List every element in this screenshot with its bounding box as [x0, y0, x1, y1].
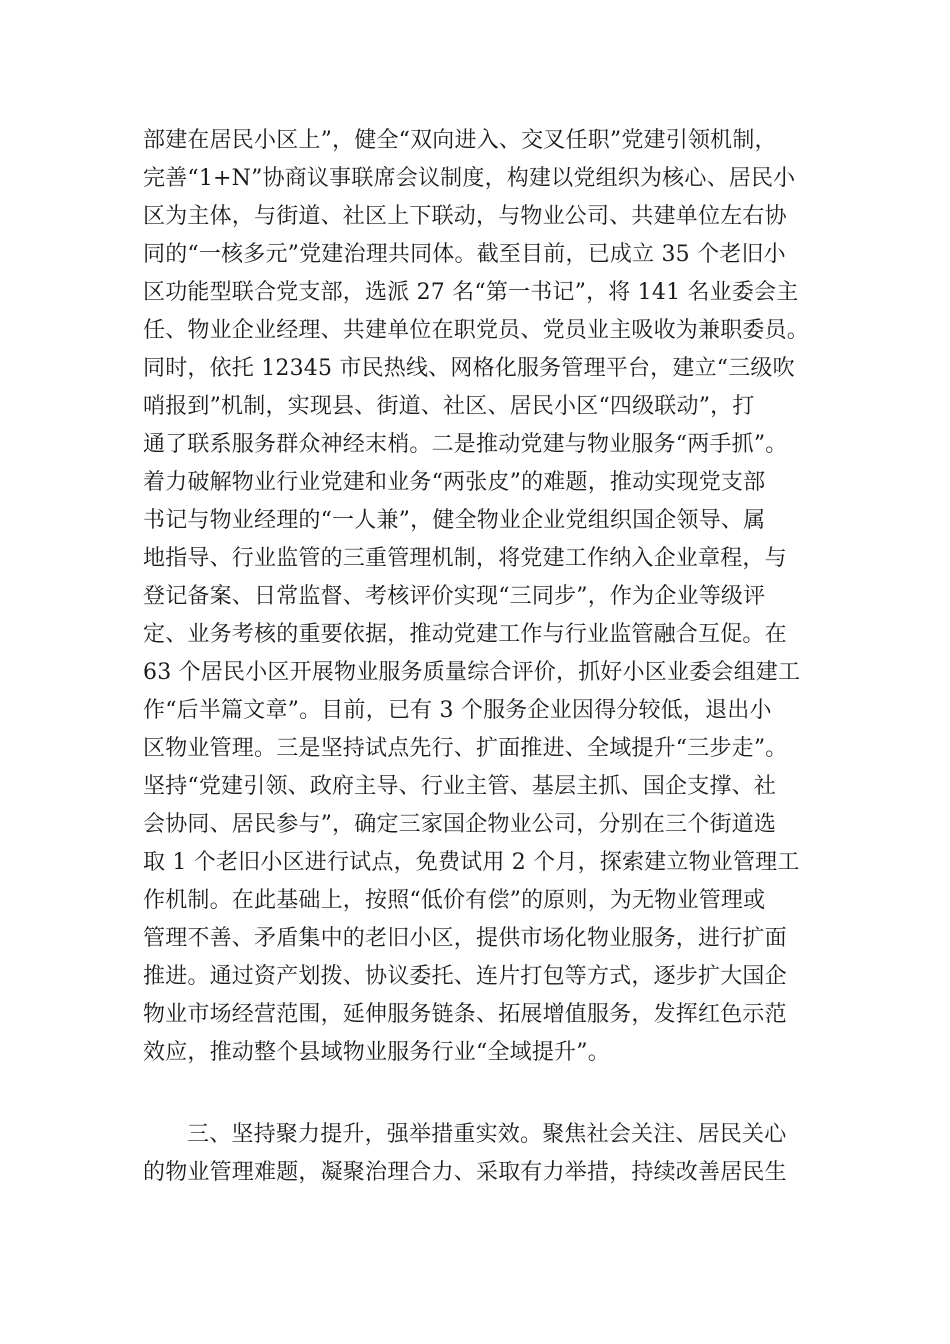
text-line: 地指导、行业监管的三重管理机制，将党建工作纳入企业章程，与 — [143, 546, 787, 571]
text-line: 登记备案、日常监督、考核评价实现“三同步”，作为企业等级评 — [143, 584, 766, 609]
text-line: 着力破解物业行业党建和业务“两张皮”的难题，推动实现党支部 — [143, 470, 766, 495]
text-line: 会协同、居民参与”，确定三家国企物业公司，分别在三个街道选 — [143, 812, 777, 837]
text-line: 三、坚持聚力提升，强举措重实效。聚焦社会关注、居民关心 — [187, 1122, 787, 1147]
text-line: 部建在居民小区上”，健全“双向进入、交叉任职”党建引领机制， — [143, 128, 777, 153]
text-line: 区物业管理。三是坚持试点先行、扩面推进、全域提升“三步走”。 — [143, 736, 788, 761]
text-line: 的物业管理难题，凝聚治理合力、采取有力举措，持续改善居民生 — [143, 1160, 787, 1185]
text-line: 效应，推动整个县域物业服务行业“全域提升”。 — [143, 1040, 610, 1065]
text-line: 区功能型联合党支部，选派 27 名“第一书记”，将 141 名业委会主 — [143, 280, 799, 305]
text-line: 坚持“党建引领、政府主导、行业主管、基层主抓、国企支撑、社 — [143, 774, 777, 799]
text-line: 通了联系服务群众神经末梢。二是推动党建与物业服务“两手抓”。 — [143, 432, 788, 457]
text-line: 任、物业企业经理、共建单位在职党员、党员业主吸收为兼职委员。 — [143, 318, 810, 343]
text-line: 区为主体，与街道、社区上下联动，与物业公司、共建单位左右协 — [143, 204, 787, 229]
text-line: 63 个居民小区开展物业服务质量综合评价，抓好小区业委会组建工 — [143, 660, 801, 685]
text-line: 完善“1+N”协商议事联席会议制度，构建以党组织为核心、居民小 — [143, 166, 796, 191]
text-line: 定、业务考核的重要依据，推动党建工作与行业监管融合互促。在 — [143, 622, 787, 647]
text-line: 作“后半篇文章”。目前，已有 3 个服务企业因得分较低，退出小 — [143, 698, 772, 723]
text-line: 同的“一核多元”党建治理共同体。截至目前，已成立 35 个老旧小 — [143, 242, 786, 267]
text-line: 作机制。在此基础上，按照“低价有偿”的原则，为无物业管理或 — [143, 888, 766, 913]
text-line: 物业市场经营范围，延伸服务链条、拓展增值服务，发挥红色示范 — [143, 1002, 787, 1027]
text-line: 哨报到”机制，实现县、街道、社区、居民小区“四级联动”，打 — [143, 394, 755, 419]
text-line: 推进。通过资产划拨、协议委托、连片打包等方式，逐步扩大国企 — [143, 964, 787, 989]
text-line: 取 1 个老旧小区进行试点，免费试用 2 个月，探索建立物业管理工 — [143, 850, 800, 875]
text-line: 书记与物业经理的“一人兼”，健全物业企业党组织国企领导、属 — [143, 508, 766, 533]
text-line: 管理不善、矛盾集中的老旧小区，提供市场化物业服务，进行扩面 — [143, 926, 787, 951]
text-line: 同时，依托 12345 市民热线、网格化服务管理平台，建立“三级吹 — [143, 356, 795, 381]
